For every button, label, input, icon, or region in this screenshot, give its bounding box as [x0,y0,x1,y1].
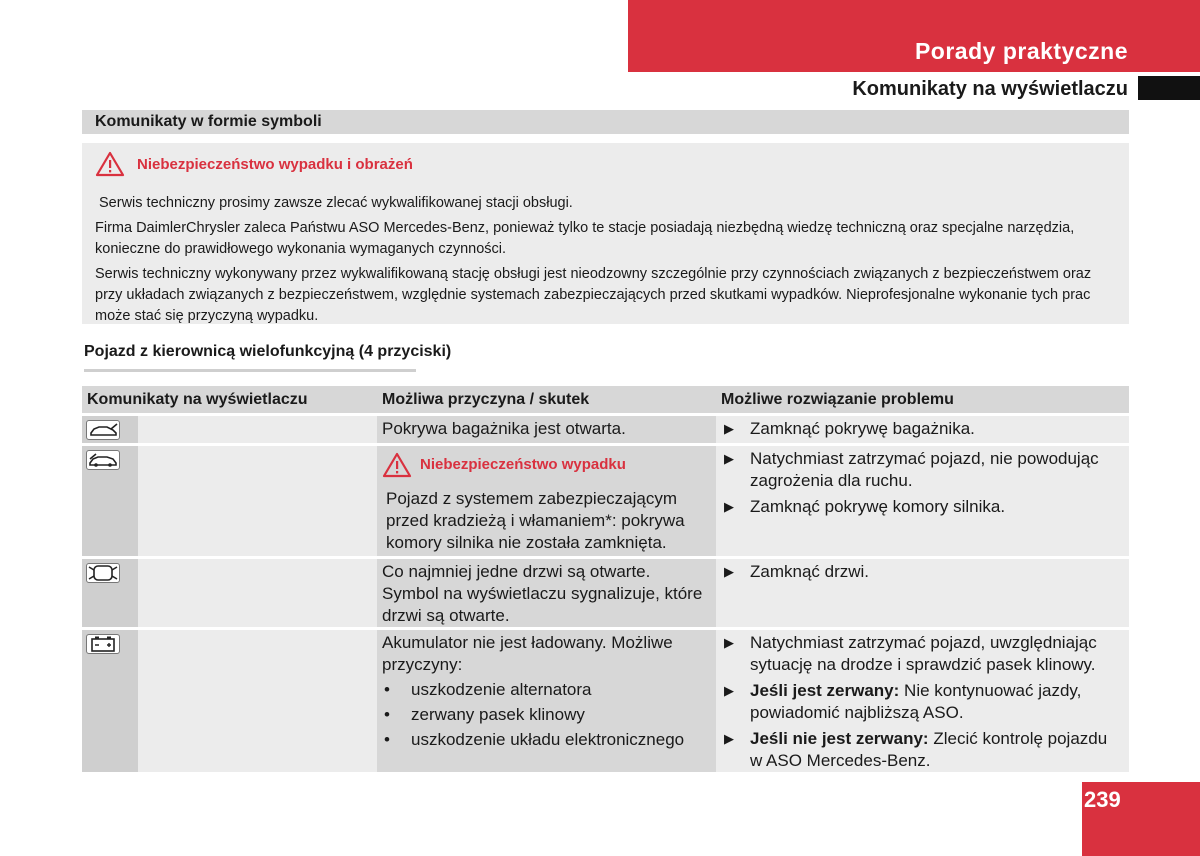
fix-text: Natychmiast zatrzymać pojazd, uwzględniając sytuację na drodze i sprawdzić pasek klinowy. [750,633,1097,674]
blank-cell [138,416,377,443]
fix-text: Zamknąć pokrywę bagażnika. [750,419,975,438]
arrow-icon: ▶ [724,451,734,466]
cause-text: Akumulator nie jest ładowany. Możliwe przyczyny: [382,633,673,674]
arrow-icon: ▶ [724,635,734,650]
warning-triangle-icon [382,452,412,478]
arrow-icon: ▶ [724,421,734,436]
warning-box [82,143,1129,324]
chapter-title: Porady praktyczne [914,38,1128,64]
fix-text [750,680,1121,724]
inner-warning-title: Niebezpieczeństwo wypadku [420,456,626,473]
cause-cell [377,416,716,443]
fix-item [722,448,1121,492]
arrow-icon: ▶ [724,564,734,579]
symbol-cell [82,446,138,556]
table-row [82,627,1129,772]
fix-action: Zlecić kontrolę pojazdu w ASO Mercedes-Benz. [750,729,1108,770]
arrow-icon: ▶ [724,499,734,514]
table-row [82,443,1129,556]
fix-text: Zamknąć drzwi. [750,562,870,581]
section-title: Komunikaty na wyświetlaczu [852,78,1128,100]
door-open-icon [86,563,120,583]
bullet-item [382,704,708,726]
table-row [82,556,1129,627]
heading-underline [84,369,416,372]
fix-item [722,496,1121,518]
column-header: Możliwe rozwiązanie problemu [721,391,954,408]
cause-text: Pokrywa bagażnika jest otwarta. [382,419,626,438]
bullet-icon: • [384,680,390,699]
fix-condition: Jeśli jest zerwany: [750,681,900,700]
warning-triangle-icon [95,151,125,177]
section-tab-marker [1138,76,1200,100]
column-header: Komunikaty na wyświetlaczu [87,391,308,408]
bullet-icon: • [384,705,390,724]
fix-item [722,418,1121,440]
warning-paragraph: Serwis techniczny prosimy zawsze zlecać wykwalifikowanej stacji obsługi. [99,195,573,211]
cause-text: Pojazd z systemem zabezpieczającym przed kradzieżą i włamaniem*: pokrywa komory silnika nie została zamknięta. [386,489,685,552]
fix-item [722,561,1121,583]
bullet-icon: • [384,730,390,749]
cause-cell [377,630,716,772]
column-header: Możliwa przyczyna / skutek [382,391,590,408]
symbol-cell [82,416,138,443]
warning-paragraph: Firma DaimlerChrysler zaleca Państwu ASO Mercedes-Benz, ponieważ tylko te stacje posiadają niezbędną wiedzę techniczną oraz specjalne narzędzia, konieczne do prawidłowego wykonania wymaganych czynności. [95,220,1075,257]
battery-icon [86,634,120,654]
fix-cell [716,446,1129,556]
page-number: 239 [1084,787,1121,812]
bullet-text: zerwany pasek klinowy [411,705,585,724]
fix-item [722,680,1121,724]
bullet-item [382,679,708,701]
warning-title: Niebezpieczeństwo wypadku i obrażeń [137,155,413,173]
symbols-heading: Komunikaty w formie symboli [82,110,1129,134]
table-header-row [82,386,1129,413]
fix-text: Zamknąć pokrywę komory silnika. [750,497,1006,516]
fix-item [722,632,1121,676]
bullet-text: uszkodzenie układu elektronicznego [411,730,685,749]
fix-cell [716,630,1129,772]
fix-condition: Jeśli nie jest zerwany: [750,729,929,748]
cause-cell [377,446,716,556]
trunk-open-icon [86,420,120,440]
warning-header [95,151,1117,177]
symbol-cell [82,559,138,627]
arrow-icon: ▶ [724,683,734,698]
blank-cell [138,630,377,772]
hood-open-icon [86,450,120,470]
cause-text: Co najmniej jedne drzwi są otwarte. Symbol na wyświetlaczu sygnalizuje, które drzwi są otwarte. [382,562,703,625]
blank-cell [138,559,377,627]
warning-paragraph: Serwis techniczny wykonywany przez wykwalifikowaną stację obsługi jest nieodzowny szczególnie przy czynnościach związanych z bezpieczeństwem oraz przy układach związanych z bezpieczeństwem, względnie systemach zabezpieczających przed skutkami wypadków. Nieprofesjonalne wykonanie tych prac może stać się przyczyną wypadku. [95,266,1092,324]
fix-text: Natychmiast zatrzymać pojazd, nie powodując zagrożenia dla ruchu. [750,449,1099,490]
fix-text [750,728,1121,772]
fix-cell [716,559,1129,627]
table-heading: Pojazd z kierownicą wielofunkcyjną (4 przyciski) [84,343,452,360]
table-row [82,413,1129,443]
fix-action: Nie kontynuować jazdy, powiadomić najbliższą ASO. [750,681,1082,722]
fix-cell [716,416,1129,443]
cause-cell [377,559,716,627]
inner-warning [382,452,708,478]
blank-cell [138,446,377,556]
bullet-item [382,729,708,751]
bullet-text: uszkodzenie alternatora [411,680,592,699]
display-messages-table [82,386,1129,772]
symbol-cell [82,630,138,772]
arrow-icon: ▶ [724,731,734,746]
fix-item [722,728,1121,772]
